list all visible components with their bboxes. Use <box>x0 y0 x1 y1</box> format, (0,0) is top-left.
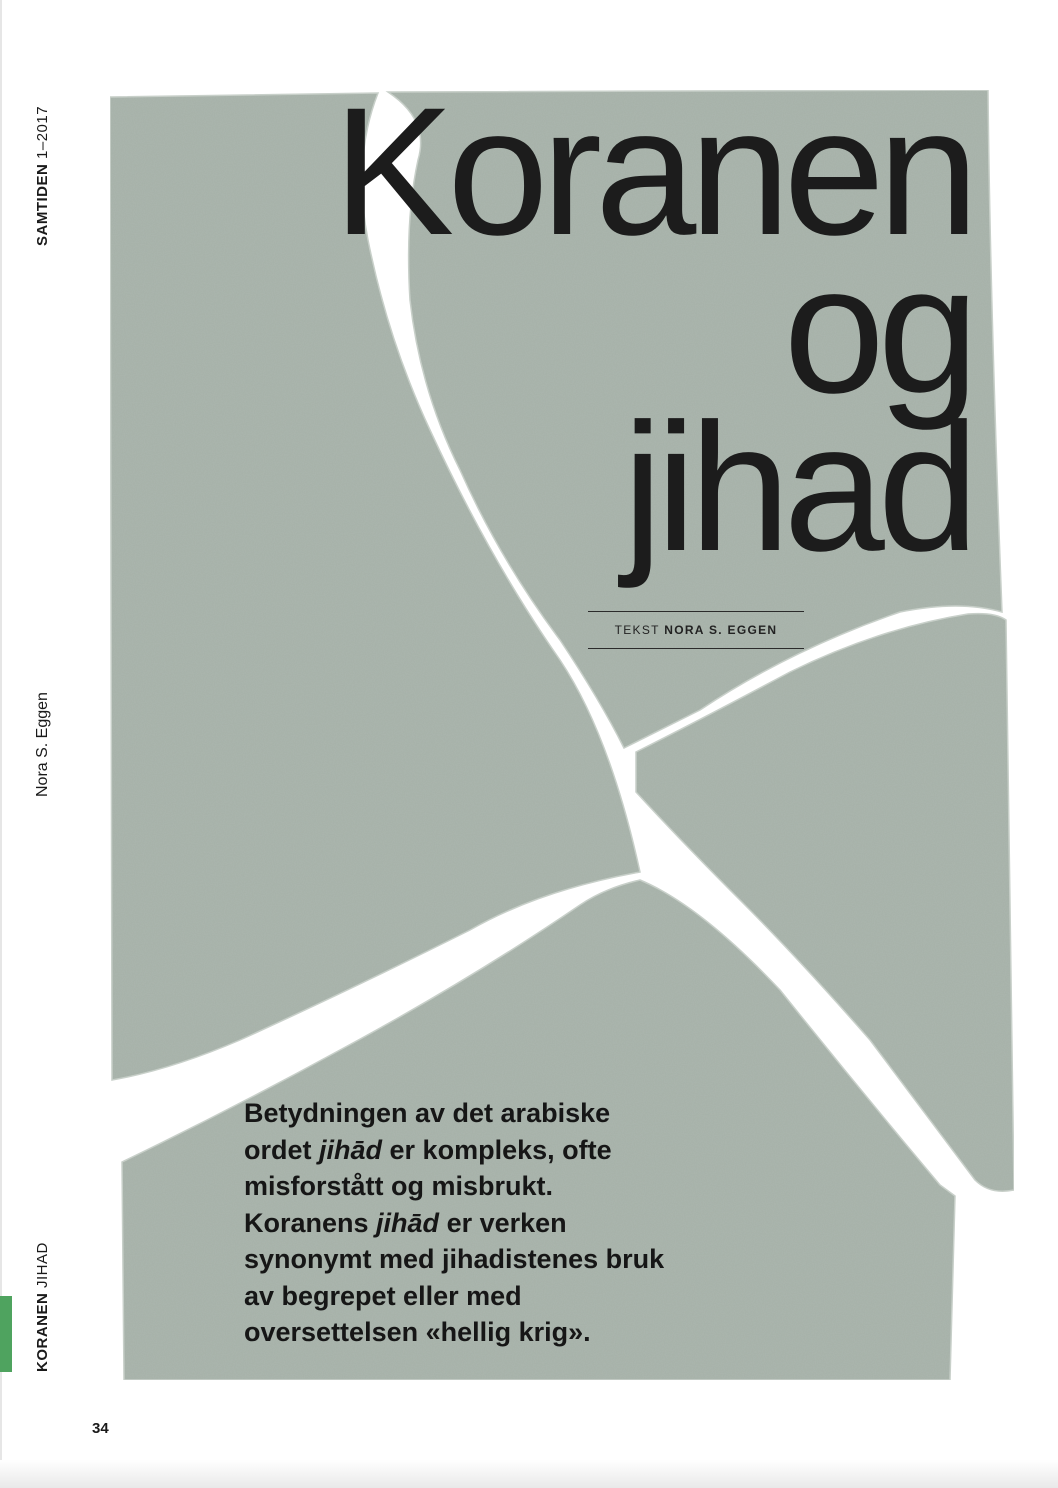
lead-text-1: Betydningen av det arabiske ordet <box>244 1098 611 1165</box>
lead-term-2: jihād <box>376 1207 440 1238</box>
page-bottom-shadow <box>0 1460 1058 1488</box>
lead-paragraph <box>244 1095 674 1351</box>
section-name: KORANEN <box>34 1292 51 1372</box>
section-topic: JIHAD <box>34 1242 51 1288</box>
title-line-1: Koranen <box>332 69 972 273</box>
lead-text-2: er kompleks, ofte misforstått og misbrukt. Koranens <box>244 1134 612 1238</box>
journal-issue-label <box>34 106 51 246</box>
section-label <box>34 1242 51 1372</box>
journal-name: SAMTIDEN <box>34 163 51 246</box>
title-line-2: og <box>783 227 972 431</box>
section-color-bar <box>0 1296 12 1372</box>
byline <box>588 611 804 649</box>
article-title <box>332 69 972 589</box>
lead-term-1: jihād <box>319 1134 383 1165</box>
byline-prefix: TEKST <box>614 623 660 637</box>
byline-author: NORA S. EGGEN <box>664 623 778 637</box>
page-number: 34 <box>92 1420 109 1437</box>
spine-author: Nora S. Eggen <box>34 692 51 797</box>
journal-issue: 1–2017 <box>34 105 51 159</box>
title-line-3: jihad <box>622 385 972 589</box>
lead-text-3: er verken synonymt med jihadistenes bruk av begrepet eller med oversettelsen «hellig krig». <box>244 1207 665 1347</box>
